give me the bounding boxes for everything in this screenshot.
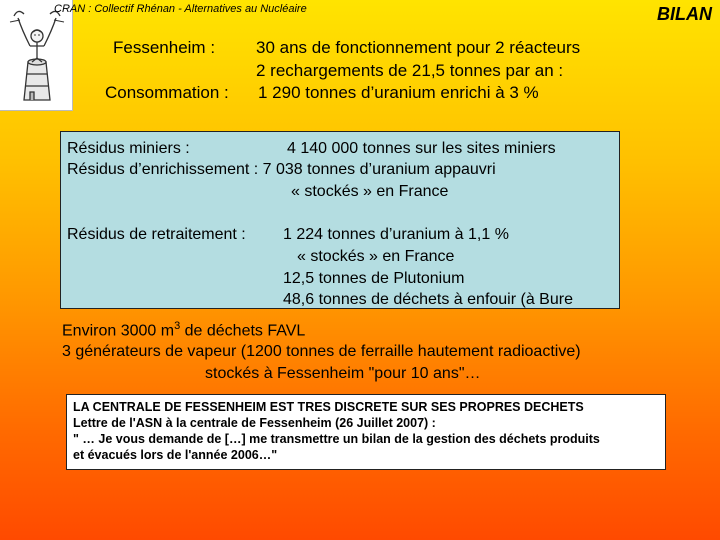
- collective-title: CRAN : Collectif Rhénan - Alternatives au Nucléaire: [54, 3, 307, 15]
- retraitement-stockes: « stockés » en France: [297, 248, 455, 265]
- fessenheim-value: 30 ans de fonctionnement pour 2 réacteurs: [256, 38, 581, 57]
- residus-miniers-label: Résidus miniers :: [67, 140, 190, 157]
- plutonium-value: 12,5 tonnes de Plutonium: [283, 270, 465, 287]
- residus-retraitement-label: Résidus de retraitement :: [67, 226, 246, 243]
- nuclear-cooling-tower-sketch-icon: [0, 0, 72, 110]
- note-letter-ref: Lettre de l'ASN à la centrale de Fessenheim (26 Juillet 2007) :: [73, 416, 436, 430]
- bilan-title: BILAN: [657, 4, 712, 24]
- residus-retraitement-value: 1 224 tonnes d’uranium à 1,1 %: [283, 226, 509, 243]
- residus-miniers-value: 4 140 000 tonnes sur les sites miniers: [287, 140, 556, 157]
- note-quote-line2: et évacués lors de l'année 2006…": [73, 448, 278, 462]
- note-headline: LA CENTRALE DE FESSENHEIM EST TRES DISCRETE SUR SES PROPRES DECHETS: [73, 400, 584, 414]
- note-quote-line1: " … Je vous demande de […] me transmettre un bilan de la gestion des déchets produits: [73, 432, 600, 446]
- logo: [0, 0, 73, 111]
- favl-superscript: 3: [174, 320, 181, 332]
- asn-note-box: [66, 394, 666, 470]
- favl-prefix: Environ 3000 m: [62, 322, 175, 340]
- residues-box: [60, 131, 620, 309]
- consommation-label: Consommation :: [105, 83, 229, 102]
- fessenheim-label: Fessenheim :: [113, 38, 216, 57]
- recharge-value: 2 rechargements de 21,5 tonnes par an :: [256, 61, 564, 80]
- favl-suffix: de déchets FAVL: [180, 322, 306, 340]
- generateurs-line: 3 générateurs de vapeur (1200 tonnes de ferraille hautement radioactive): [62, 343, 581, 360]
- consommation-value: 1 290 tonnes d’uranium enrichi à 3 %: [258, 83, 539, 102]
- enrichissement-stockes: « stockés » en France: [291, 183, 449, 200]
- dechets-bure-value: 48,6 tonnes de déchets à enfouir (à Bure: [283, 291, 573, 308]
- favl-line: [62, 320, 305, 340]
- residus-enrichissement: Résidus d’enrichissement : 7 038 tonnes d’uranium appauvri: [67, 161, 496, 178]
- stockes-fessenheim-line: stockés à Fessenheim "pour 10 ans"…: [205, 365, 481, 382]
